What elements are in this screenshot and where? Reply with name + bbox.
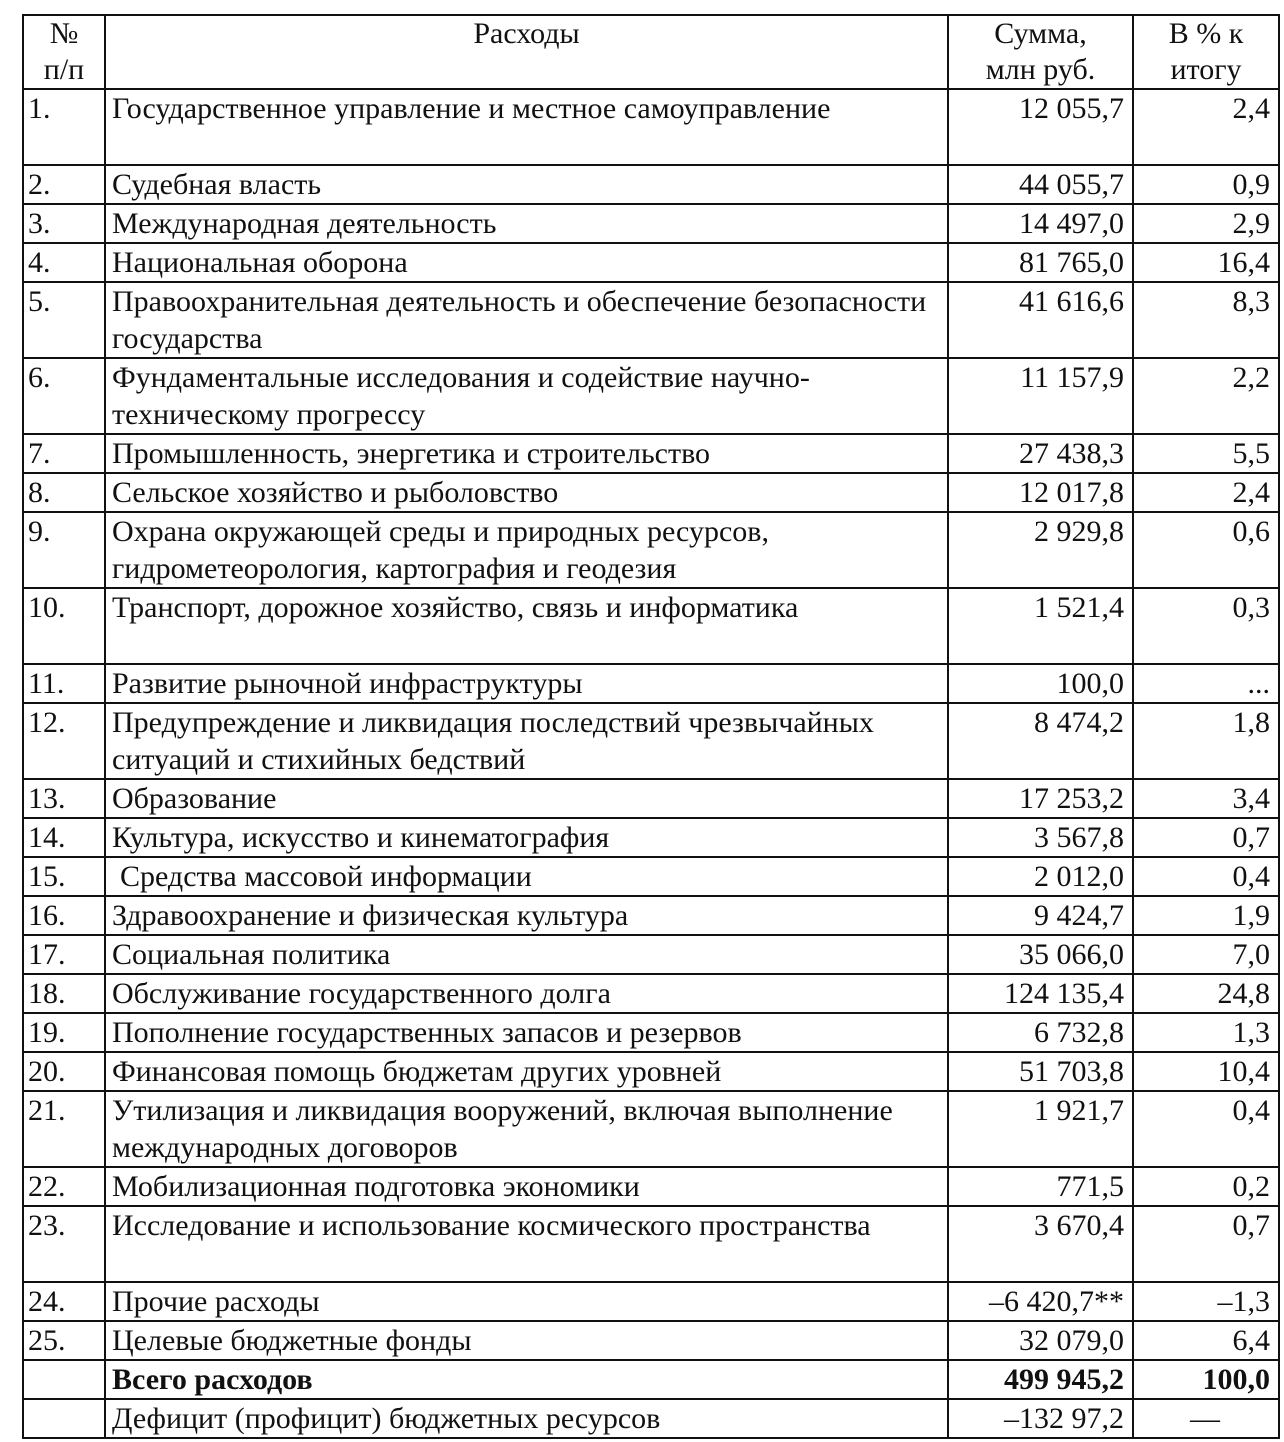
table-row <box>23 818 1279 857</box>
row-expense-name: Мобилизационная подготовка экономики <box>105 1167 948 1206</box>
row-expense-name: Пополнение государственных запасов и резервов <box>105 1013 948 1052</box>
table-row <box>23 358 1279 434</box>
row-sum: 35 066,0 <box>948 935 1133 974</box>
row-number: 9. <box>23 512 105 588</box>
row-percent: 2,4 <box>1133 89 1279 165</box>
row-number: 1. <box>23 89 105 165</box>
row-number: 16. <box>23 896 105 935</box>
row-sum: 12 055,7 <box>948 89 1133 165</box>
row-number: 21. <box>23 1091 105 1167</box>
row-expense-name: Средства массовой информации <box>105 857 948 896</box>
row-percent: 2,2 <box>1133 358 1279 434</box>
table-row <box>23 1321 1279 1360</box>
row-number: 20. <box>23 1052 105 1091</box>
table-row <box>23 204 1279 243</box>
table-row <box>23 1282 1279 1321</box>
row-expense-name: Государственное управление и местное самоуправление <box>105 89 948 165</box>
row-sum: 44 055,7 <box>948 165 1133 204</box>
row-sum: 8 474,2 <box>948 703 1133 779</box>
row-expense-name: Охрана окружающей среды и природных ресурсов, гидрометеорология, картография и геодезия <box>105 512 948 588</box>
row-sum: 27 438,3 <box>948 434 1133 473</box>
table-row <box>23 243 1279 282</box>
row-number: 22. <box>23 1167 105 1206</box>
row-expense-name: Культура, искусство и кинематография <box>105 818 948 857</box>
row-expense-name: Международная деятельность <box>105 204 948 243</box>
row-percent: 16,4 <box>1133 243 1279 282</box>
table-row <box>23 857 1279 896</box>
row-sum: 17 253,2 <box>948 779 1133 818</box>
total-label: Всего расходов <box>105 1360 948 1399</box>
row-sum: 6 732,8 <box>948 1013 1133 1052</box>
row-percent: 2,9 <box>1133 204 1279 243</box>
row-expense-name: Правоохранительная деятельность и обеспечение безопасности государства <box>105 282 948 358</box>
row-sum: 51 703,8 <box>948 1052 1133 1091</box>
table-row <box>23 512 1279 588</box>
row-number: 12. <box>23 703 105 779</box>
budget-expenditure-table <box>22 14 1280 1439</box>
deficit-row <box>23 1399 1279 1438</box>
row-sum: 41 616,6 <box>948 282 1133 358</box>
row-number: 6. <box>23 358 105 434</box>
row-number: 24. <box>23 1282 105 1321</box>
row-sum: –6 420,7** <box>948 1282 1133 1321</box>
row-percent: 0,4 <box>1133 1091 1279 1167</box>
row-percent: ... <box>1133 664 1279 703</box>
row-expense-name: Национальная оборона <box>105 243 948 282</box>
row-sum: 81 765,0 <box>948 243 1133 282</box>
row-percent: 0,3 <box>1133 588 1279 664</box>
total-percent: 100,0 <box>1133 1360 1279 1399</box>
row-expense-name: Утилизация и ликвидация вооружений, включая выполнение международных договоров <box>105 1091 948 1167</box>
row-sum: 3 670,4 <box>948 1206 1133 1282</box>
header-percent <box>1133 15 1279 89</box>
row-expense-name: Фундаментальные исследования и содействие научно-техническому прогрессу <box>105 358 948 434</box>
total-row <box>23 1360 1279 1399</box>
row-sum: 1 521,4 <box>948 588 1133 664</box>
header-number-line1: № <box>49 17 79 50</box>
row-percent: 1,3 <box>1133 1013 1279 1052</box>
row-sum: 14 497,0 <box>948 204 1133 243</box>
row-number: 13. <box>23 779 105 818</box>
row-expense-name: Исследование и использование космического пространства <box>105 1206 948 1282</box>
table-row <box>23 974 1279 1013</box>
row-number: 23. <box>23 1206 105 1282</box>
header-sum-line1: Сумма, <box>994 17 1087 50</box>
row-percent: 0,7 <box>1133 1206 1279 1282</box>
row-percent: 5,5 <box>1133 434 1279 473</box>
row-percent: –1,3 <box>1133 1282 1279 1321</box>
table-row <box>23 1052 1279 1091</box>
row-sum: 124 135,4 <box>948 974 1133 1013</box>
row-percent: 0,7 <box>1133 818 1279 857</box>
row-sum: 1 921,7 <box>948 1091 1133 1167</box>
row-expense-name: Транспорт, дорожное хозяйство, связь и информатика <box>105 588 948 664</box>
table-row <box>23 588 1279 664</box>
table-row <box>23 1206 1279 1282</box>
row-number: 7. <box>23 434 105 473</box>
row-number: 10. <box>23 588 105 664</box>
row-number: 14. <box>23 818 105 857</box>
row-percent: 1,9 <box>1133 896 1279 935</box>
row-percent: 0,6 <box>1133 512 1279 588</box>
table-row <box>23 1167 1279 1206</box>
header-number <box>23 15 105 89</box>
row-sum: 2 012,0 <box>948 857 1133 896</box>
row-sum: 2 929,8 <box>948 512 1133 588</box>
header-expenses: Расходы <box>105 15 948 89</box>
deficit-percent: — <box>1133 1399 1279 1438</box>
row-expense-name: Целевые бюджетные фонды <box>105 1321 948 1360</box>
row-expense-name: Предупреждение и ликвидация последствий чрезвычайных ситуаций и стихийных бедствий <box>105 703 948 779</box>
table-header-row <box>23 15 1279 89</box>
row-number: 18. <box>23 974 105 1013</box>
header-sum <box>948 15 1133 89</box>
row-sum: 9 424,7 <box>948 896 1133 935</box>
row-sum: 3 567,8 <box>948 818 1133 857</box>
table-row <box>23 434 1279 473</box>
total-number <box>23 1360 105 1399</box>
header-percent-line1: В % к <box>1168 17 1244 50</box>
header-percent-line2: итогу <box>1170 53 1242 86</box>
table-row <box>23 1091 1279 1167</box>
table-row <box>23 779 1279 818</box>
row-number: 3. <box>23 204 105 243</box>
deficit-label: Дефицит (профицит) бюджетных ресурсов <box>105 1399 948 1438</box>
row-percent: 3,4 <box>1133 779 1279 818</box>
row-number: 5. <box>23 282 105 358</box>
deficit-sum: –132 97,2 <box>948 1399 1133 1438</box>
table-row <box>23 89 1279 165</box>
table-row <box>23 896 1279 935</box>
row-expense-name: Финансовая помощь бюджетам других уровней <box>105 1052 948 1091</box>
row-expense-name: Судебная власть <box>105 165 948 204</box>
row-percent: 8,3 <box>1133 282 1279 358</box>
deficit-number <box>23 1399 105 1438</box>
row-number: 2. <box>23 165 105 204</box>
row-percent: 0,9 <box>1133 165 1279 204</box>
row-percent: 10,4 <box>1133 1052 1279 1091</box>
row-percent: 1,8 <box>1133 703 1279 779</box>
row-expense-name: Промышленность, энергетика и строительство <box>105 434 948 473</box>
table-row <box>23 1013 1279 1052</box>
row-expense-name: Обслуживание государственного долга <box>105 974 948 1013</box>
row-sum: 12 017,8 <box>948 473 1133 512</box>
table-row <box>23 664 1279 703</box>
total-sum: 499 945,2 <box>948 1360 1133 1399</box>
row-number: 8. <box>23 473 105 512</box>
table-row <box>23 165 1279 204</box>
row-expense-name: Развитие рыночной инфраструктуры <box>105 664 948 703</box>
row-percent: 7,0 <box>1133 935 1279 974</box>
row-percent: 0,4 <box>1133 857 1279 896</box>
row-number: 11. <box>23 664 105 703</box>
row-sum: 771,5 <box>948 1167 1133 1206</box>
row-number: 4. <box>23 243 105 282</box>
row-sum: 32 079,0 <box>948 1321 1133 1360</box>
row-expense-name: Социальная политика <box>105 935 948 974</box>
table-row <box>23 282 1279 358</box>
row-percent: 0,2 <box>1133 1167 1279 1206</box>
header-sum-line2: млн руб. <box>985 53 1096 86</box>
header-number-line2: п/п <box>43 53 85 86</box>
row-expense-name: Образование <box>105 779 948 818</box>
row-number: 25. <box>23 1321 105 1360</box>
row-expense-name: Сельское хозяйство и рыболовство <box>105 473 948 512</box>
row-sum: 11 157,9 <box>948 358 1133 434</box>
table-row <box>23 935 1279 974</box>
row-sum: 100,0 <box>948 664 1133 703</box>
table-row <box>23 703 1279 779</box>
row-expense-name: Здравоохранение и физическая культура <box>105 896 948 935</box>
row-number: 17. <box>23 935 105 974</box>
row-percent: 2,4 <box>1133 473 1279 512</box>
row-percent: 24,8 <box>1133 974 1279 1013</box>
row-expense-name: Прочие расходы <box>105 1282 948 1321</box>
row-percent: 6,4 <box>1133 1321 1279 1360</box>
table-row <box>23 473 1279 512</box>
row-number: 15. <box>23 857 105 896</box>
row-number: 19. <box>23 1013 105 1052</box>
